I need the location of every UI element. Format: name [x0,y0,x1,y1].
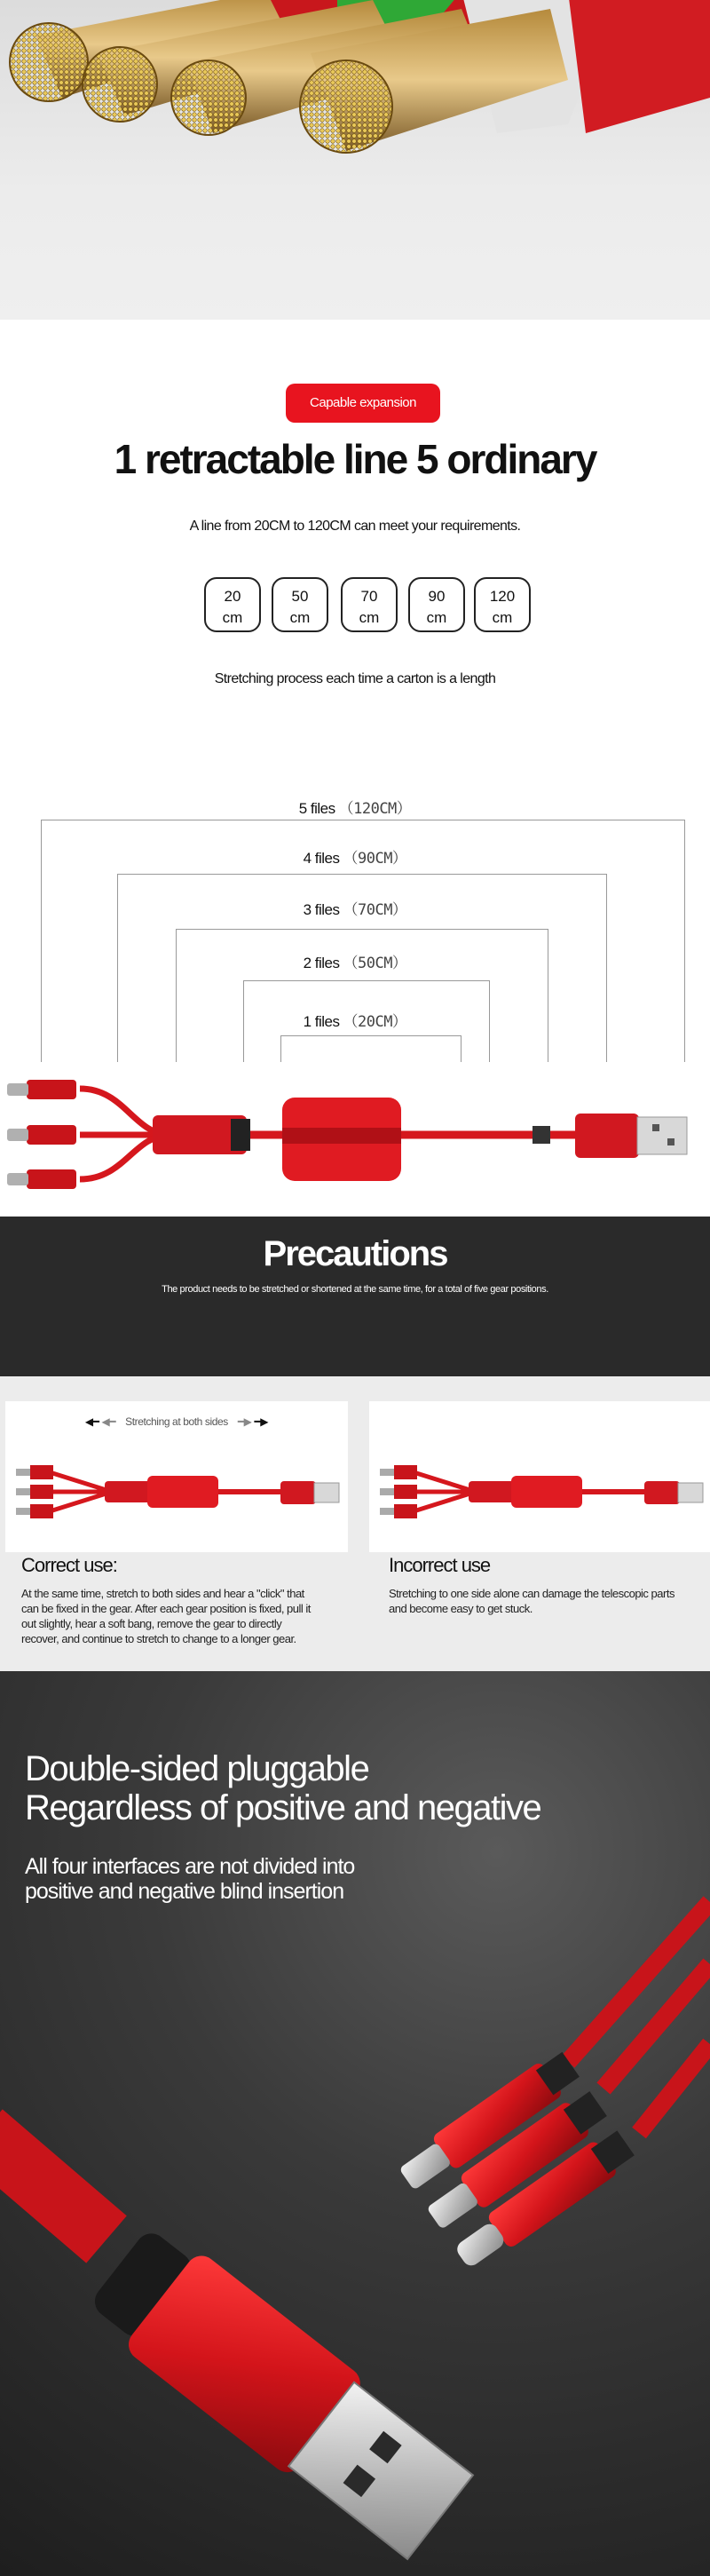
incorrect-use-title: Incorrect use [389,1554,491,1576]
length-option-120 [474,577,531,632]
gear-name: 5 files [298,800,335,817]
arrow-right-gray-icon: ━▶ [237,1415,252,1428]
length-option-70 [341,577,398,632]
length-value: 50 [291,588,309,605]
pluggable-title-line1: Double-sided pluggable [25,1749,369,1788]
length-unit: cm [426,609,447,626]
correct-use-card [5,1401,348,1552]
precautions-title: Precautions [263,1234,447,1273]
stretching-note: Stretching process each time a carton is a length [214,671,496,686]
gear-length: （120CM） [338,800,412,818]
arrow-right-icon: ━▶ [254,1415,269,1428]
gear-label-5 [0,796,710,818]
arrow-left-gray-icon: ◀━ [101,1415,116,1428]
gear-label-1 [0,1009,710,1031]
pluggable-sub-line2: positive and negative blind insertion [25,1879,344,1904]
gear-name: 2 files [303,955,340,971]
length-option-50 [272,577,328,632]
length-value: 120 [489,588,516,605]
stretch-label: Stretching at both sides [125,1415,228,1428]
gear-length: （20CM） [343,1013,407,1031]
gear-label-4 [0,845,710,868]
usage-section [0,1376,710,1671]
capable-expansion-badge: Capable expansion [286,384,440,423]
gear-name: 1 files [303,1013,340,1030]
gear-name: 4 files [303,850,340,867]
length-value: 90 [428,588,446,605]
precautions-section [0,1217,710,1376]
gear-length: （70CM） [343,901,407,919]
incorrect-use-card [369,1401,710,1552]
length-value: 20 [224,588,241,605]
stretch-direction-hint [5,1415,348,1428]
correct-use-cable-icon [5,1446,348,1543]
pluggable-title-line2: Regardless of positive and negative [25,1788,541,1827]
incorrect-use-cable-icon [369,1446,710,1543]
pluggable-section [0,1671,710,2576]
incorrect-use-text: Stretching to one side alone can damage the telescopic parts and become easy to get stuck. [389,1587,674,1615]
length-unit: cm [359,609,380,626]
gear-length: （50CM） [343,955,407,972]
correct-use-title: Correct use: [21,1554,117,1576]
gear-label-3 [0,897,710,919]
cable-connectors-illustration [0,1671,710,2576]
expansion-section [0,320,710,1217]
expansion-title: 1 retractable line 5 ordinary [114,436,596,482]
precautions-description: The product needs to be stretched or shortened at the same time, for a total of five gear positions. [162,1284,548,1295]
expansion-subtitle: A line from 20CM to 120CM can meet your requirements. [189,519,521,534]
length-unit: cm [222,609,243,626]
length-option-90 [408,577,465,632]
length-unit: cm [492,609,513,626]
length-value: 70 [360,588,378,605]
wire-closeup-illustration [0,0,710,320]
retractable-cable-illustration [0,1062,710,1217]
gear-length: （90CM） [343,850,407,868]
length-unit: cm [289,609,311,626]
wire-closeup-banner [0,0,710,320]
correct-use-text: At the same time, stretch to both sides and hear a "click" that can be fixed in the gear. After each gear position is fixed, pull it out slightly, hear a soft bang, remove the gear to directly recover, and continue to stretch to change to a longer gear. [21,1587,311,1645]
pluggable-sub-line1: All four interfaces are not divided into [25,1854,355,1879]
gear-label-2 [0,950,710,972]
gear-name: 3 files [303,901,340,918]
length-option-20 [204,577,261,632]
arrow-left-icon: ◀━ [84,1415,99,1428]
